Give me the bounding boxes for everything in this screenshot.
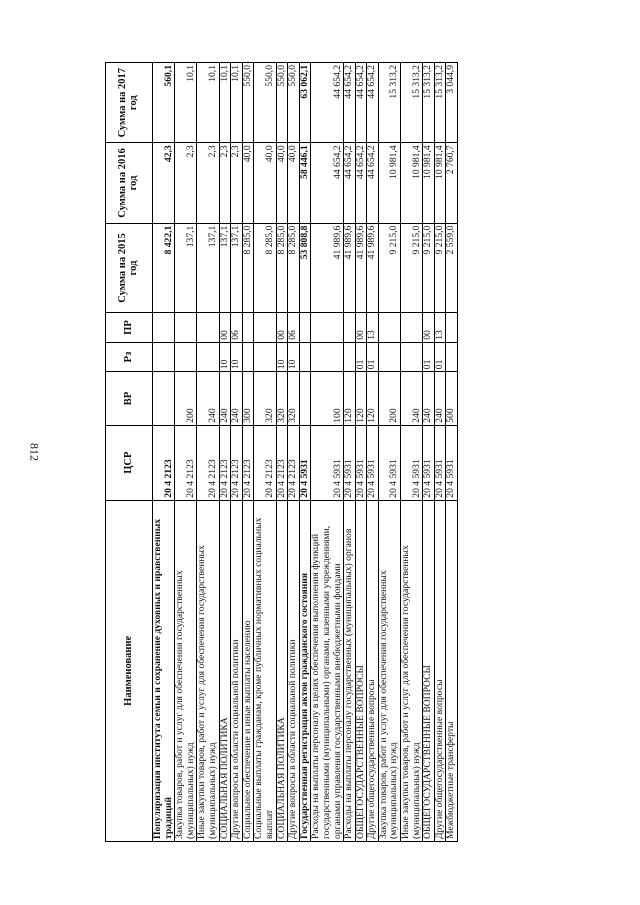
cell-pr [197, 313, 219, 342]
cell-vr: 240 [434, 372, 446, 426]
cell-vr [299, 372, 311, 426]
cell-pr [175, 313, 197, 342]
cell-csr: 20 4 5931 [355, 425, 367, 500]
cell-csr: 20 4 5931 [446, 425, 458, 500]
cell-csr: 20 4 2123 [219, 425, 231, 500]
cell-name: Расходы на выплаты персоналу государственных (муниципальных) органов [344, 500, 356, 841]
header-name: Наименование [106, 500, 153, 841]
cell-sum-2017: 44 654,2 [355, 63, 367, 143]
cell-name: Другие общегосударственные вопросы [367, 500, 379, 841]
cell-csr: 20 4 5931 [344, 425, 356, 500]
cell-name: Государственная регистрация актов гражданского состояния [299, 500, 311, 841]
cell-pr: 13 [434, 313, 446, 342]
table-row [242, 63, 254, 842]
cell-name: СОЦИАЛЬНАЯ ПОЛИТИКА [219, 500, 231, 841]
cell-sum-2017: 550,0 [254, 63, 276, 143]
cell-rz: 10 [276, 342, 288, 371]
cell-vr: 240 [401, 372, 423, 426]
cell-pr [242, 313, 254, 342]
table-row [446, 63, 458, 842]
header-sum-2017: Сумма на 2017 год [106, 63, 153, 143]
table-row [276, 63, 288, 842]
cell-name: ОБЩЕГОСУДАРСТВЕННЫЕ ВОПРОСЫ [423, 500, 435, 841]
cell-rz: 01 [434, 342, 446, 371]
cell-sum-2017: 550,0 [242, 63, 254, 143]
cell-vr: 200 [175, 372, 197, 426]
table-row [378, 63, 400, 842]
table-row [197, 63, 219, 842]
cell-csr: 20 4 5931 [311, 425, 344, 500]
cell-sum-2016: 2,3 [197, 143, 219, 223]
cell-name: Иные закупки товаров, работ и услуг для обеспечения государственных (муниципальных) нужд [401, 500, 423, 841]
cell-rz: 01 [423, 342, 435, 371]
cell-sum-2016: 10 981,4 [434, 143, 446, 223]
table-row [288, 63, 300, 842]
cell-rz: 10 [288, 342, 300, 371]
table-row [434, 63, 446, 842]
cell-name: Другие вопросы в области социальной политики [288, 500, 300, 841]
cell-vr: 240 [423, 372, 435, 426]
cell-sum-2016: 40,0 [276, 143, 288, 223]
table-row [254, 63, 276, 842]
cell-pr [378, 313, 400, 342]
cell-vr: 300 [242, 372, 254, 426]
cell-csr: 20 4 5931 [367, 425, 379, 500]
table-row [219, 63, 231, 842]
cell-pr [401, 313, 423, 342]
cell-name: СОЦИАЛЬНАЯ ПОЛИТИКА [276, 500, 288, 841]
cell-sum-2017: 560,1 [153, 63, 175, 143]
header-vr: ВР [106, 372, 153, 426]
cell-sum-2017: 3 044,9 [446, 63, 458, 143]
table-row [367, 63, 379, 842]
cell-name: Расходы на выплаты персоналу в целях обеспечения выполнения функций государственными (муниципальными) органами, казенными учреждениями, органами управления государственными внебюджетными фондами [311, 500, 344, 841]
cell-sum-2017: 63 062,1 [299, 63, 311, 143]
cell-csr: 20 4 5931 [299, 425, 311, 500]
cell-sum-2015: 41 989,6 [355, 223, 367, 313]
cell-name: Закупка товаров, работ и услуг для обеспечения государственных (муниципальных) нужд [175, 500, 197, 841]
cell-rz [242, 342, 254, 371]
cell-sum-2015: 137,1 [231, 223, 243, 313]
cell-csr: 20 4 5931 [423, 425, 435, 500]
cell-sum-2016: 40,0 [254, 143, 276, 223]
cell-sum-2015: 53 808,8 [299, 223, 311, 313]
cell-sum-2017: 15 313,2 [423, 63, 435, 143]
cell-rz [446, 342, 458, 371]
cell-sum-2017: 44 654,2 [367, 63, 379, 143]
cell-sum-2016: 44 654,2 [344, 143, 356, 223]
cell-rz [153, 342, 175, 371]
cell-vr [153, 372, 175, 426]
cell-sum-2015: 137,1 [219, 223, 231, 313]
table-row [355, 63, 367, 842]
cell-sum-2015: 137,1 [197, 223, 219, 313]
cell-sum-2016: 10 981,4 [423, 143, 435, 223]
cell-vr: 240 [197, 372, 219, 426]
cell-rz [344, 342, 356, 371]
cell-vr: 320 [254, 372, 276, 426]
cell-rz [378, 342, 400, 371]
cell-rz: 10 [219, 342, 231, 371]
cell-sum-2016: 44 654,2 [311, 143, 344, 223]
cell-rz [401, 342, 423, 371]
cell-sum-2015: 8 285,0 [288, 223, 300, 313]
cell-sum-2015: 41 989,6 [344, 223, 356, 313]
cell-pr [344, 313, 356, 342]
cell-sum-2015: 9 215,0 [401, 223, 423, 313]
cell-sum-2015: 41 989,6 [367, 223, 379, 313]
cell-csr: 20 4 5931 [401, 425, 423, 500]
cell-pr: 00 [355, 313, 367, 342]
cell-vr: 120 [355, 372, 367, 426]
cell-sum-2016: 58 446,1 [299, 143, 311, 223]
cell-sum-2016: 40,0 [242, 143, 254, 223]
cell-sum-2017: 10,1 [231, 63, 243, 143]
cell-csr: 20 4 2123 [175, 425, 197, 500]
cell-name: Межбюджетные трансферты [446, 500, 458, 841]
cell-csr: 20 4 2123 [197, 425, 219, 500]
cell-rz [254, 342, 276, 371]
cell-sum-2017: 10,1 [197, 63, 219, 143]
cell-sum-2016: 44 654,2 [367, 143, 379, 223]
cell-vr: 320 [288, 372, 300, 426]
cell-sum-2015: 8 285,0 [254, 223, 276, 313]
cell-vr: 240 [231, 372, 243, 426]
table-row [344, 63, 356, 842]
cell-sum-2017: 15 313,2 [434, 63, 446, 143]
cell-sum-2016: 10 981,4 [401, 143, 423, 223]
cell-csr: 20 4 5931 [378, 425, 400, 500]
cell-sum-2016: 40,0 [288, 143, 300, 223]
cell-vr: 320 [276, 372, 288, 426]
header-pr: ПР [106, 313, 153, 342]
cell-name: Закупка товаров, работ и услуг для обеспечения государственных (муниципальных) нужд [378, 500, 400, 841]
cell-pr [299, 313, 311, 342]
page-number: 812 [27, 443, 42, 461]
cell-name: Другие вопросы в области социальной политики [231, 500, 243, 841]
table-row [299, 63, 311, 842]
cell-pr [254, 313, 276, 342]
cell-csr: 20 4 2123 [254, 425, 276, 500]
table-row [423, 63, 435, 842]
cell-pr: 13 [367, 313, 379, 342]
cell-vr: 120 [344, 372, 356, 426]
cell-pr: 00 [219, 313, 231, 342]
cell-pr: 06 [288, 313, 300, 342]
cell-vr: 120 [367, 372, 379, 426]
cell-rz: 01 [367, 342, 379, 371]
cell-rz [311, 342, 344, 371]
cell-name: ОБЩЕГОСУДАРСТВЕННЫЕ ВОПРОСЫ [355, 500, 367, 841]
cell-csr: 20 4 2123 [288, 425, 300, 500]
cell-rz [197, 342, 219, 371]
cell-sum-2016: 2,3 [175, 143, 197, 223]
cell-sum-2017: 10,1 [175, 63, 197, 143]
cell-csr: 20 4 2123 [242, 425, 254, 500]
cell-sum-2016: 42,3 [153, 143, 175, 223]
cell-sum-2015: 137,1 [175, 223, 197, 313]
cell-name: Популяризация института семьи и сохранение духовных и нравственных традиций [153, 500, 175, 841]
cell-pr [153, 313, 175, 342]
cell-rz [299, 342, 311, 371]
cell-sum-2017: 44 654,2 [311, 63, 344, 143]
cell-sum-2017: 550,0 [276, 63, 288, 143]
table-row [311, 63, 344, 842]
cell-sum-2017: 44 654,2 [344, 63, 356, 143]
cell-sum-2015: 41 989,6 [311, 223, 344, 313]
cell-csr: 20 4 5931 [434, 425, 446, 500]
cell-rz: 10 [231, 342, 243, 371]
cell-csr: 20 4 2123 [153, 425, 175, 500]
cell-sum-2015: 9 215,0 [434, 223, 446, 313]
cell-sum-2015: 2 559,0 [446, 223, 458, 313]
table-header-row [106, 63, 153, 842]
table-row [401, 63, 423, 842]
cell-sum-2016: 2,3 [231, 143, 243, 223]
table-body [153, 63, 458, 842]
cell-vr: 500 [446, 372, 458, 426]
cell-rz: 01 [355, 342, 367, 371]
cell-sum-2015: 8 422,1 [153, 223, 175, 313]
cell-name: Социальные выплаты гражданам, кроме публичных нормативных социальных выплат [254, 500, 276, 841]
cell-sum-2017: 10,1 [219, 63, 231, 143]
table-row [175, 63, 197, 842]
cell-sum-2015: 9 215,0 [378, 223, 400, 313]
cell-pr: 06 [231, 313, 243, 342]
cell-sum-2017: 15 313,2 [378, 63, 400, 143]
cell-rz [175, 342, 197, 371]
cell-sum-2017: 550,0 [288, 63, 300, 143]
cell-name: Другие общегосударственные вопросы [434, 500, 446, 841]
cell-sum-2017: 15 313,2 [401, 63, 423, 143]
cell-vr: 100 [311, 372, 344, 426]
table-row [231, 63, 243, 842]
cell-vr: 240 [219, 372, 231, 426]
header-sum-2016: Сумма на 2016 год [106, 143, 153, 223]
cell-sum-2016: 10 981,4 [378, 143, 400, 223]
cell-pr: 00 [423, 313, 435, 342]
cell-sum-2016: 2 760,7 [446, 143, 458, 223]
cell-vr: 200 [378, 372, 400, 426]
cell-sum-2016: 2,3 [219, 143, 231, 223]
cell-pr: 00 [276, 313, 288, 342]
cell-pr [311, 313, 344, 342]
cell-sum-2015: 9 215,0 [423, 223, 435, 313]
cell-name: Иные закупки товаров, работ и услуг для обеспечения государственных (муниципальных) нужд [197, 500, 219, 841]
cell-sum-2015: 8 285,0 [242, 223, 254, 313]
cell-sum-2015: 8 285,0 [276, 223, 288, 313]
cell-name: Социальное обеспечение и иные выплаты населению [242, 500, 254, 841]
table-row [153, 63, 175, 842]
cell-sum-2016: 44 654,2 [355, 143, 367, 223]
cell-csr: 20 4 2123 [231, 425, 243, 500]
cell-csr: 20 4 2123 [276, 425, 288, 500]
header-rz: Рз [106, 342, 153, 371]
budget-table-container [105, 62, 590, 842]
header-sum-2015: Сумма на 2015 год [106, 223, 153, 313]
header-csr: ЦСР [106, 425, 153, 500]
budget-table [105, 62, 458, 842]
cell-pr [446, 313, 458, 342]
